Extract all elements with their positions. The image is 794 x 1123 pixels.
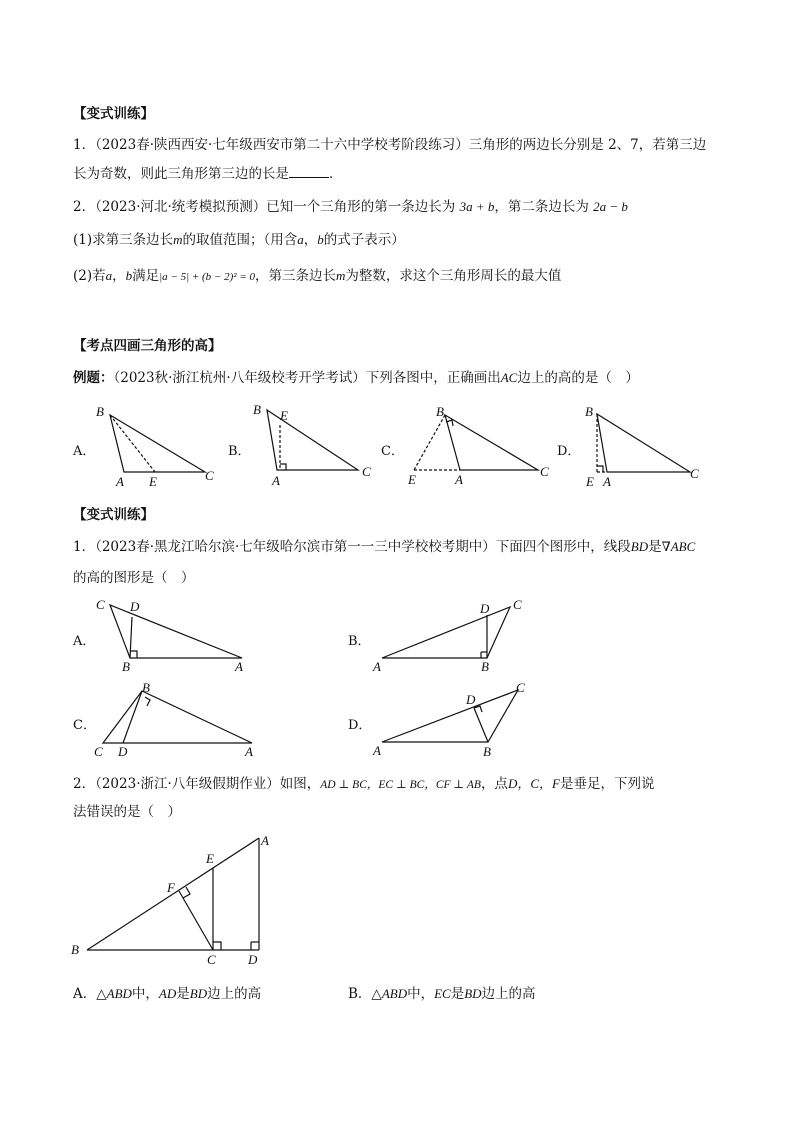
section-heading-variant-1: 【变式训练】	[73, 106, 154, 122]
s3-option-d-label[interactable]: D．	[348, 718, 372, 733]
pt-label-f: F	[167, 880, 175, 895]
triangle-abc	[597, 414, 690, 472]
pt-label-c: C	[362, 464, 371, 479]
q2-text-b: ，第二条边长为	[494, 199, 589, 215]
example-figure-c	[400, 400, 560, 490]
pt-label-c: C	[690, 466, 699, 481]
right-angle-mark-c	[213, 942, 221, 950]
q2-expr-3: |a − 5| + (b − 2)² = 0	[159, 271, 255, 283]
ans-a-in: 中，	[131, 986, 159, 1002]
var-b: b	[317, 232, 324, 247]
pt-label-a: A	[373, 659, 381, 674]
question-1-text: 长为奇数，则此三角形第三边的长是	[73, 166, 289, 182]
var-a: a	[105, 268, 113, 283]
right-angle-mark	[131, 651, 137, 658]
pt-label-e: E	[280, 408, 288, 423]
pt-label-c: C	[94, 744, 103, 759]
ans-a-side: BD	[189, 986, 208, 1001]
pt-label-c: C	[540, 464, 549, 479]
pt-label-d: D	[248, 952, 258, 967]
ans-b-tri: ABD	[381, 986, 408, 1001]
example-figure-a	[90, 400, 220, 490]
question-2-sub-2	[73, 267, 561, 286]
pt-label-c: C	[96, 597, 105, 612]
s3-figure-c	[90, 676, 270, 761]
question-1-end: ．	[329, 166, 343, 182]
s3-option-b-label[interactable]: B．	[348, 634, 371, 649]
ans-a-is: 是	[176, 986, 190, 1002]
q2-expr-2: 2a − b	[593, 199, 628, 214]
ans-b-seg: EC	[434, 986, 451, 1001]
example-figure-b	[250, 400, 380, 490]
question-2-sub-1	[73, 231, 405, 249]
pt-label-b: B	[253, 402, 261, 417]
example-var-ac: AC	[500, 370, 518, 385]
ans-a-tri: ABD	[106, 986, 132, 1001]
pt-label-c: C	[513, 597, 522, 612]
pt-label-e: E	[206, 851, 214, 866]
pt-label-d: D	[118, 744, 128, 759]
pt-label-a: A	[272, 473, 280, 488]
pt-label-c: C	[516, 680, 525, 695]
question-1-line-2	[73, 165, 343, 183]
s3-figure-a	[90, 595, 260, 675]
s3-question-2-line-2: 法错误的是（ ）	[73, 804, 181, 820]
example-option-a-label[interactable]: A．	[73, 444, 96, 459]
dashed-segment-be	[414, 415, 445, 470]
q2-sub2-text-c: ，第三条边长	[255, 268, 336, 284]
ans-a-suffix: 边上的高	[207, 986, 262, 1002]
example-figure-d	[575, 400, 715, 490]
pt-label-c: C	[207, 952, 216, 967]
s3-q2-points: D，C，F	[507, 776, 560, 791]
q2-text-a: 2．（2023·河北·统考模拟预测）已知一个三角形的第一条边长为	[73, 199, 456, 215]
pt-label-b: B	[96, 404, 104, 419]
pt-label-d: D	[480, 601, 490, 616]
segment-cf	[179, 891, 213, 950]
pt-label-b: B	[481, 659, 489, 674]
ans-b-suffix: 边上的高	[481, 986, 536, 1002]
ans-a-prefix: A．△	[73, 986, 107, 1002]
pt-label-d: D	[130, 599, 140, 614]
pt-label-a: A	[603, 474, 611, 489]
q2-sub1-text-a: (1)求第三条边长	[73, 232, 174, 248]
sep: ，	[303, 232, 318, 248]
q2-expr-1: 3a + b	[459, 199, 495, 214]
ans-b-prefix: B．△	[348, 986, 382, 1002]
triangle-abc	[110, 415, 205, 472]
example-question	[73, 369, 639, 387]
segment-bd	[130, 617, 132, 658]
example-option-d-label[interactable]: D．	[557, 444, 581, 459]
s3-option-a-label[interactable]: A．	[73, 634, 96, 649]
s3-figure-b	[370, 595, 540, 675]
answer-blank[interactable]	[289, 165, 329, 178]
q2-sub1-text-c: 的式子表示）	[323, 232, 405, 248]
var-b: b	[125, 268, 133, 283]
var-m: m	[173, 232, 183, 247]
pt-label-d: D	[466, 692, 476, 707]
triangle-abc	[382, 690, 518, 742]
example-option-b-label[interactable]: B．	[228, 444, 251, 459]
segment-bd	[123, 691, 142, 743]
pt-label-a: A	[245, 744, 253, 759]
pt-label-a: A	[373, 743, 381, 758]
var-a: a	[297, 232, 304, 247]
section-heading-topic-4: 【考点四画三角形的高】	[73, 338, 222, 354]
example-text-b: 边上的高的是（ ）	[517, 370, 639, 386]
pt-label-a: A	[261, 833, 269, 848]
q2-sub2-text-b: 满足	[132, 268, 160, 284]
pt-label-b: B	[71, 942, 79, 957]
pt-label-b: B	[585, 404, 593, 419]
s3-figure-d	[370, 676, 540, 761]
pt-label-b: B	[122, 659, 130, 674]
pt-label-b: B	[436, 404, 444, 419]
right-angle-mark	[145, 697, 150, 706]
s3-q1-text-b: 是	[648, 539, 662, 555]
pt-label-e: E	[586, 474, 594, 489]
ans-a-seg: AD	[158, 986, 177, 1001]
pt-label-a: A	[235, 659, 243, 674]
pt-label-b: B	[483, 744, 491, 759]
s3-q2-conditions: AD ⊥ BC，EC ⊥ BC，CF ⊥ AB	[320, 779, 481, 791]
s3-question-1-line-1	[73, 538, 695, 556]
sep: ，	[112, 268, 126, 284]
right-angle-mark-f	[183, 887, 190, 898]
triangle-abc	[445, 415, 538, 470]
s3-option-c-label[interactable]: C．	[73, 718, 96, 733]
var-bd: BD	[630, 539, 649, 554]
pt-label-e: E	[149, 474, 157, 489]
s3-q2-figure	[65, 830, 285, 970]
s3-q2-answer-a[interactable]	[73, 985, 261, 1003]
ans-b-side: BD	[464, 986, 482, 1001]
pt-label-b: B	[142, 680, 150, 695]
var-m: m	[336, 268, 346, 283]
s3-q2-answer-b[interactable]	[348, 985, 536, 1003]
right-angle-mark	[280, 464, 286, 470]
pt-label-e: E	[408, 472, 416, 487]
pt-label-c: C	[205, 468, 214, 483]
s3-question-2-line-1	[73, 775, 654, 794]
section-heading-variant-2: 【变式训练】	[73, 507, 154, 523]
s3-q1-text-a: 1．（2023春·黑龙江哈尔滨·七年级哈尔滨市第一一三中学校校考期中）下面四个图形中，线段	[73, 539, 631, 555]
example-option-c-label[interactable]: C．	[381, 444, 404, 459]
segment-bd	[474, 708, 488, 742]
s3-q2-text-c: 是垂足，下列说	[559, 776, 655, 792]
triangle-abc	[382, 607, 510, 658]
question-2-line-1	[73, 198, 628, 216]
question-1-line-1: 1．（2023春·陕西西安·七年级西安市第二十六中学校考阶段练习）三角形的两边长分别是 2、7，若第三边	[73, 137, 707, 153]
ans-b-in: 中，	[407, 986, 435, 1002]
right-angle-mark	[597, 466, 603, 472]
example-text-a: （2023秋·浙江杭州·八年级校考开学考试）下列各图中，正确画出	[113, 370, 501, 386]
q2-sub2-text-a: (2)若	[73, 268, 106, 284]
example-label: 例题：	[73, 370, 114, 386]
pt-label-a: A	[116, 474, 124, 489]
s3-q2-text-b: ，点	[480, 776, 508, 792]
s3-q2-text-a: 2．（2023·浙江·八年级假期作业）如图，	[73, 776, 321, 792]
ans-b-is: 是	[450, 986, 465, 1002]
var-abc: ∇ABC	[661, 539, 696, 554]
pt-label-a: A	[455, 472, 463, 487]
q2-sub1-text-b: 的取值范围；（用含	[182, 232, 298, 248]
q2-sub2-text-d: 为整数，求这个三角形周长的最大值	[345, 268, 562, 284]
s3-question-1-line-2: 的高的图形是（ ）	[73, 570, 195, 586]
